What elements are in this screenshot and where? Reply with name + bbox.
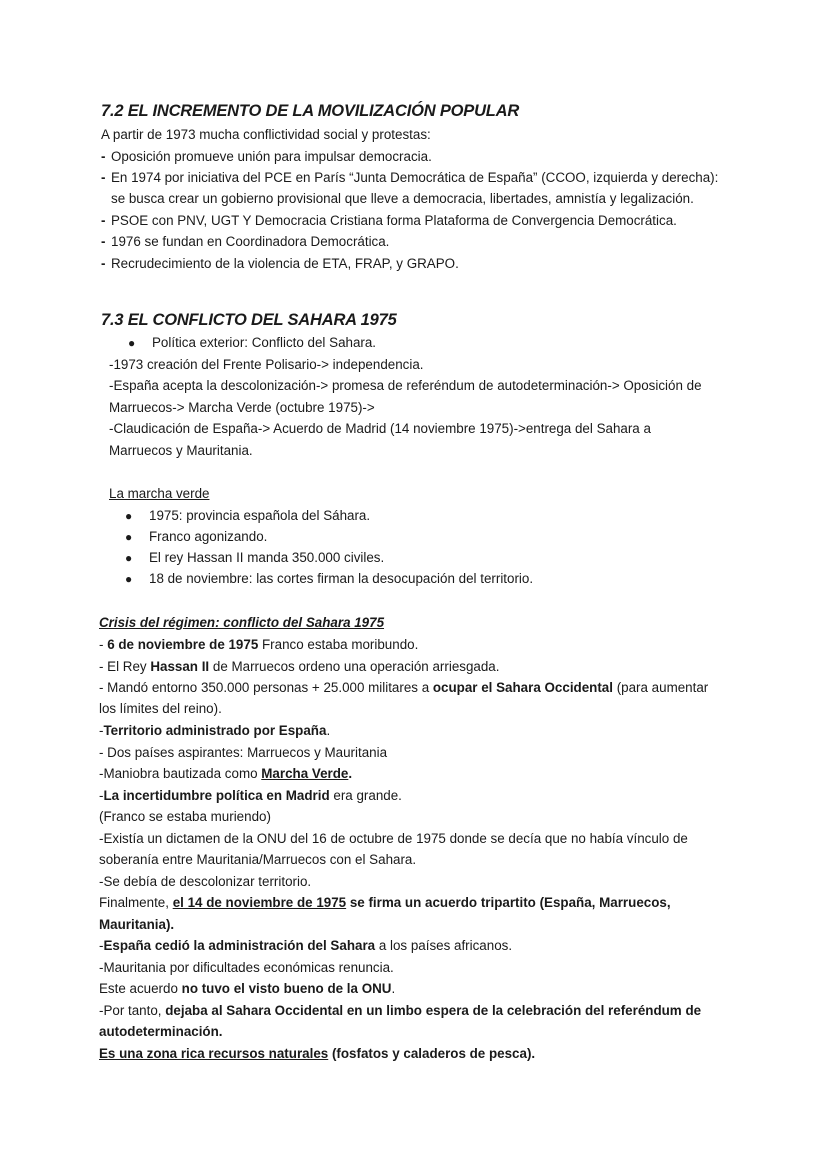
text-line: -España acepta la descolonización-> promesa de referéndum de autodeterminación-> Oposición de: [109, 378, 702, 393]
text-line: - 6 de noviembre de 1975 Franco estaba moribundo.: [99, 637, 419, 652]
text-line: -España cedió la administración del Sahara a los países africanos.: [99, 938, 513, 953]
list-item: - Oposición promueve unión para impulsar democracia.: [101, 149, 432, 164]
text-line: Marruecos-> Marcha Verde (octubre 1975)->: [109, 400, 375, 415]
section-7-3-title: 7.3 EL CONFLICTO DEL SAHARA 1975: [101, 311, 397, 329]
text-line: -Claudicación de España-> Acuerdo de Madrid (14 noviembre 1975)->entrega del Sahara a: [109, 421, 651, 436]
text-line: -Territorio administrado por España.: [99, 723, 331, 738]
bullet-item: ● 1975: provincia española del Sáhara.: [125, 508, 371, 523]
bullet-icon: ●: [125, 572, 133, 586]
text-line: los límites del reino).: [99, 701, 222, 716]
crisis-title: Crisis del régimen: conflicto del Sahara 1975: [99, 615, 385, 630]
bullet-item: ● El rey Hassan II manda 350.000 civiles.: [125, 550, 385, 565]
text-line: -La incertidumbre política en Madrid era grande.: [99, 788, 402, 803]
dash-marker: -: [101, 213, 106, 228]
bullet-icon: ●: [128, 336, 136, 350]
section-7-2-title: 7.2 EL INCREMENTO DE LA MOVILIZACIÓN POPULAR: [101, 102, 520, 120]
text-line: -Maniobra bautizada como Marcha Verde.: [99, 766, 353, 781]
text-line: - Mandó entorno 350.000 personas + 25.000 militares a ocupar el Sahara Occidental (para aumentar: [99, 680, 709, 695]
text-line: Finalmente, el 14 de noviembre de 1975 se firma un acuerdo tripartito (España, Marruecos,: [99, 895, 671, 910]
bullet-icon: ●: [125, 509, 133, 523]
bullet-item: ● 18 de noviembre: las cortes firman la desocupación del territorio.: [125, 571, 534, 586]
text-line: soberanía entre Mauritania/Marruecos con el Sahara.: [99, 852, 417, 867]
text-line: Este acuerdo no tuvo el visto bueno de la ONU.: [99, 981, 396, 996]
text-line: -Se debía de descolonizar territorio.: [99, 874, 312, 889]
bullet-item: ● Franco agonizando.: [125, 529, 268, 544]
text-line: Marruecos y Mauritania.: [109, 443, 253, 458]
text-line: -Existía un dictamen de la ONU del 16 de octubre de 1975 donde se decía que no había vínculo de: [99, 831, 688, 846]
bullet-item: ● Política exterior: Conflicto del Sahara.: [128, 335, 377, 350]
list-item-continuation: se busca crear un gobierno provisional que lleve a democracia, libertades, amnistía y legalización.: [111, 191, 694, 206]
text-line: -1973 creación del Frente Polisario-> independencia.: [109, 357, 424, 372]
list-item: - PSOE con PNV, UGT Y Democracia Cristiana forma Plataforma de Convergencia Democrática.: [101, 213, 677, 228]
list-item: - Recrudecimiento de la violencia de ETA, FRAP, y GRAPO.: [101, 256, 459, 271]
bullet-icon: ●: [125, 530, 133, 544]
marcha-verde-title: La marcha verde: [109, 486, 210, 501]
section-7-2-intro: A partir de 1973 mucha conflictividad social y protestas:: [101, 127, 431, 142]
list-item: - 1976 se fundan en Coordinadora Democrática.: [101, 234, 390, 249]
text-line: Mauritania).: [99, 917, 175, 932]
text-line: - Dos países aspirantes: Marruecos y Mauritania: [99, 745, 388, 760]
text-line: -Mauritania por dificultades económicas renuncia.: [99, 960, 394, 975]
text-line: Es una zona rica recursos naturales (fosfatos y caladeros de pesca).: [99, 1046, 536, 1061]
dash-marker: -: [101, 234, 106, 249]
text-line: autodeterminación.: [99, 1024, 223, 1039]
list-item: - En 1974 por iniciativa del PCE en París “Junta Democrática de España” (CCOO, izquierda y derecha):: [101, 170, 719, 185]
text-line: -Por tanto, dejaba al Sahara Occidental en un limbo espera de la celebración del referéndum de: [99, 1003, 702, 1018]
dash-marker: -: [101, 149, 106, 164]
text-line: (Franco se estaba muriendo): [99, 809, 271, 824]
dash-marker: -: [101, 170, 106, 185]
bullet-icon: ●: [125, 551, 133, 565]
dash-marker: -: [101, 256, 106, 271]
text-line: - El Rey Hassan II de Marruecos ordeno una operación arriesgada.: [99, 659, 500, 674]
